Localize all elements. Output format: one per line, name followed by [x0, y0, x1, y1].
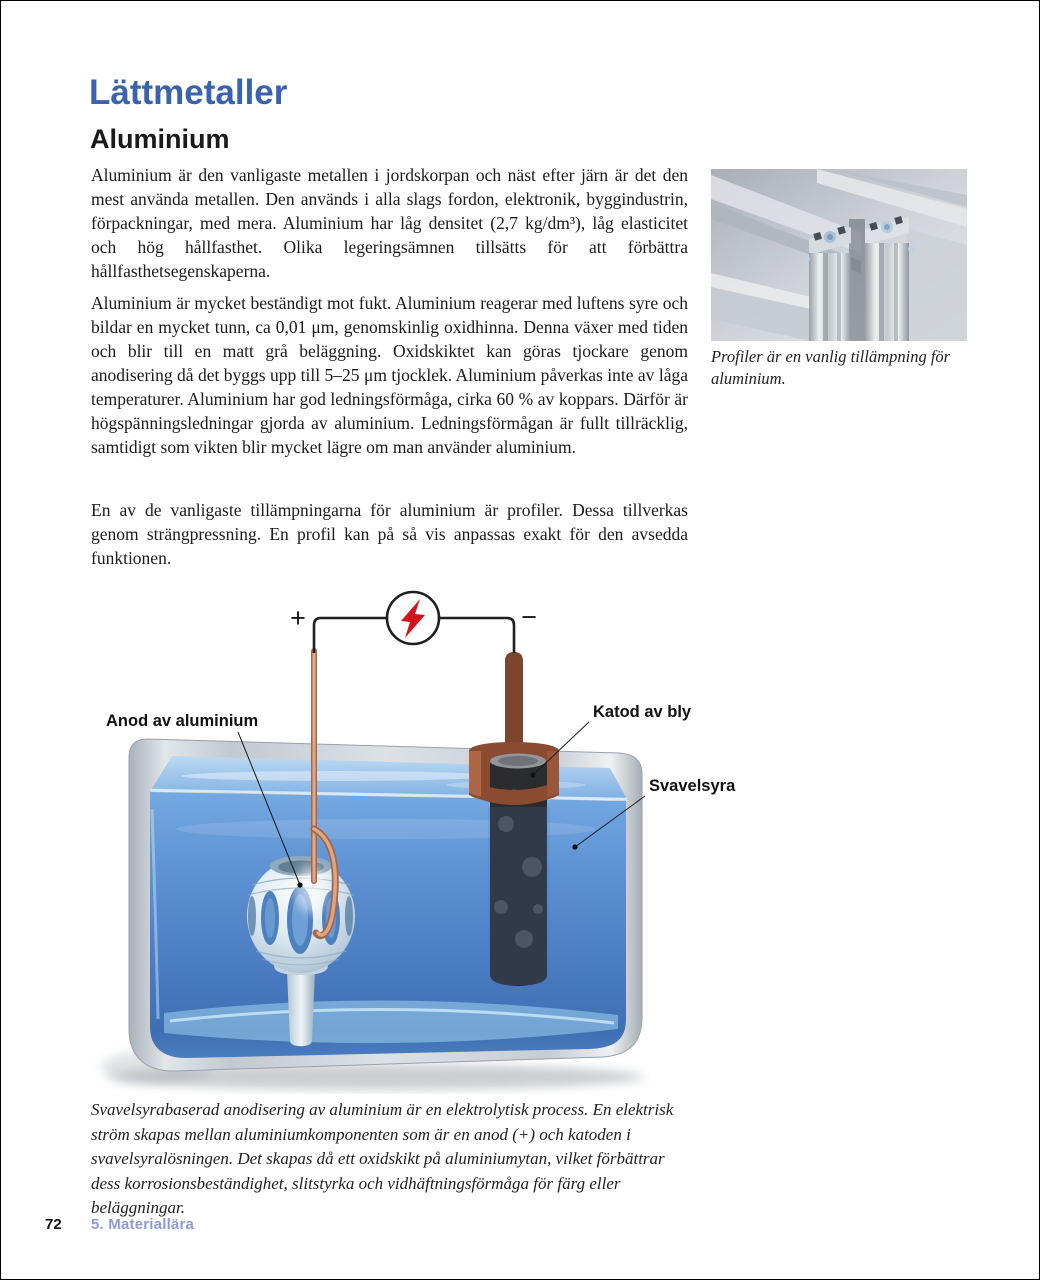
cathode-label: Katod av bly [593, 703, 692, 721]
paragraph-2: Aluminium är mycket beständigt mot fukt. Aluminium reagerar med luftens syre och bildar en mycket tunn, ca 0,01 μm, genomskinlig oxidhinna. Denna växer med tiden och blir till en matt grå beläggning. Oxidskiktet kan göras tjockare genom anodisering då det byggs upp till 5–25 μm tjocklek. Aluminium påverkas inte av låga temperaturer. Aluminium har god ledningsförmåga, cirka 60 % av koppars. Därför är högspänningsledningar gjorda av aluminium. Ledningsförmågan är fullt tillräcklig, samtidigt som vikten blir mycket lägre om man använder aluminium. [91, 293, 688, 457]
electrolyte-tank [129, 739, 642, 1071]
electrolyte-label: Svavelsyra [649, 777, 736, 795]
profiles-photo-art [711, 169, 967, 341]
anode-label: Anod av aluminium [106, 712, 259, 730]
chapter-label: 5. Materiallära [91, 1216, 195, 1233]
paragraph-1: Aluminium är den vanligaste metallen i jordskorpan och näst efter järn är det den mest använda metallen. Den används i alla slags fordon, elektronik, byggindustrin, förpackningar, med mera. Aluminium har låg densitet (2,7 kg/dm³), låg elasticitet och hög hållfasthet. Olika legeringsämnen tillsätts för att förbättra hållfasthetsegenskaperna. [91, 165, 688, 281]
page-title: Lättmetaller [89, 73, 288, 112]
anodizing-diagram-art [86, 589, 741, 1094]
photo-caption: Profiler är en vanlig tillämpning för aluminium. [711, 347, 951, 388]
profile-post-right [865, 216, 909, 341]
diagram-caption: Svavelsyrabaserad anodisering av aluminium är en elektrolytisk process. En elektrisk ström skapas mellan aluminiumkomponenten som är en anod (+) och katoden i svavelsyralösningen. Det skapas då ett oxidskikt på aluminiumytan, vilket förbättrar dess korrosionsbeständighet, slitstyrka och vidhäftningsförmåga för färg eller beläggningar. [91, 1100, 674, 1217]
page-number: 72 [45, 1216, 62, 1233]
aluminium-profiles-photo [711, 169, 967, 341]
power-source-icon [387, 592, 439, 644]
plus-sign: + [290, 603, 306, 633]
section-heading: Aluminium [90, 124, 230, 154]
profile-post-left [809, 226, 851, 341]
anodizing-diagram [86, 589, 741, 1094]
paragraph-3: En av de vanligaste tillämpningarna för aluminium är profiler. Dessa tillverkas genom strängpressning. En profil kan på så vis anpassas exakt för den avsedda funktionen. [91, 500, 688, 568]
minus-sign: − [521, 602, 537, 632]
